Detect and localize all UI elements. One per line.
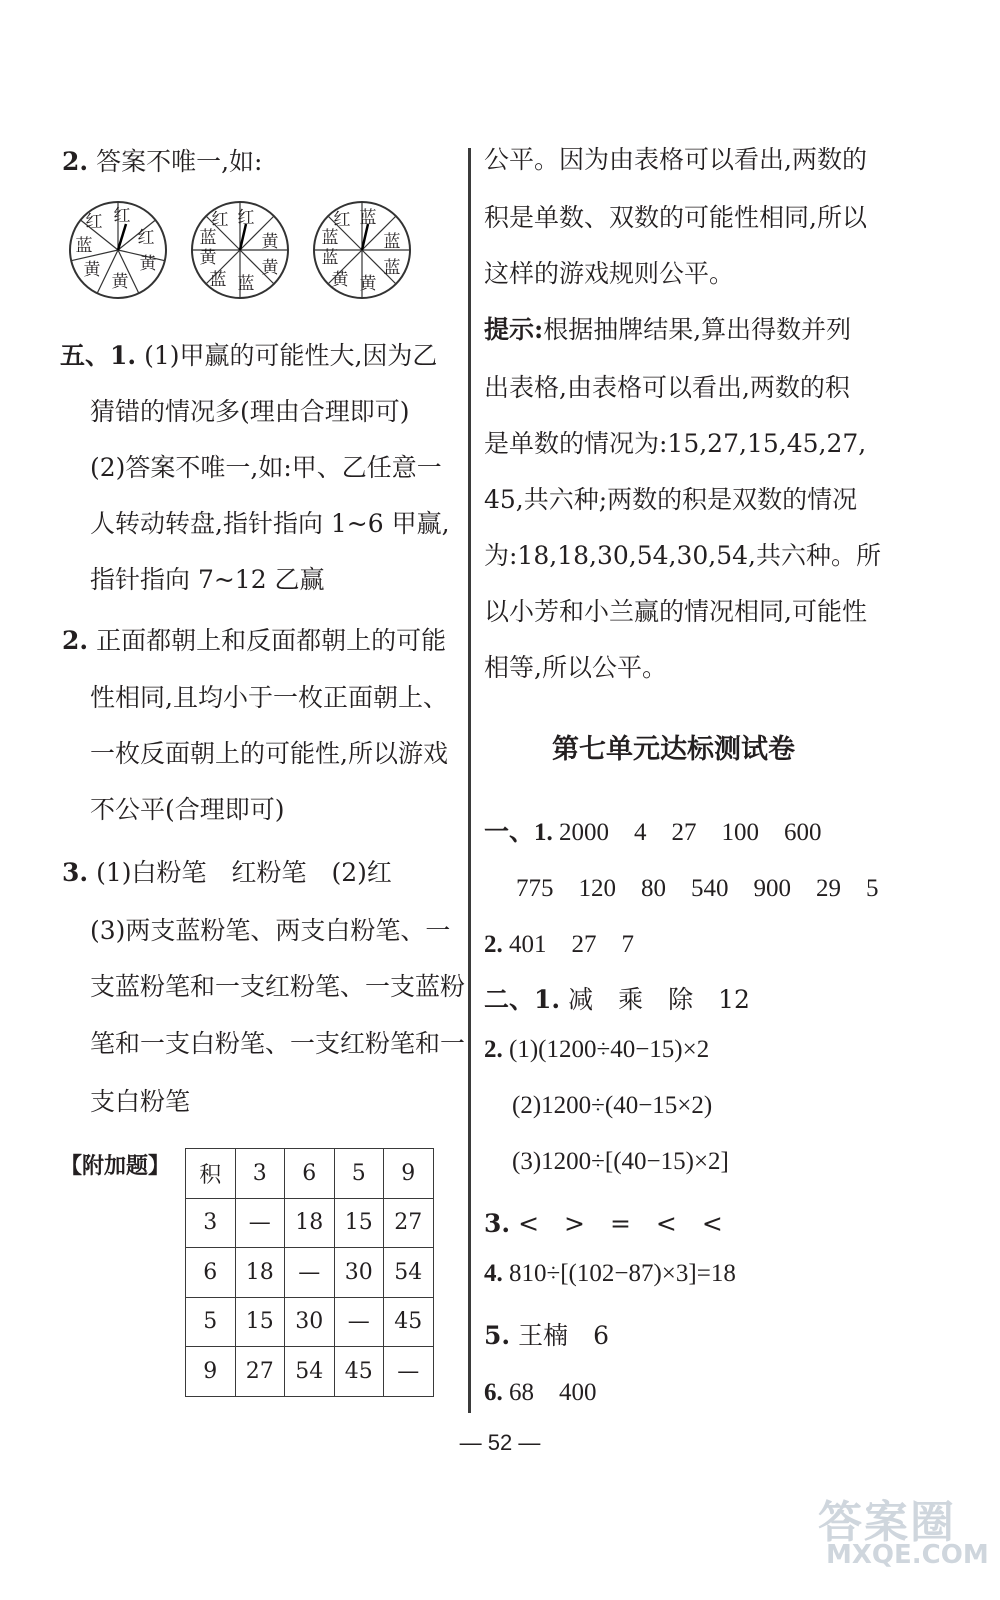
answer-line: (3)两支蓝粉笔、两支白粉笔、一 (90, 916, 451, 945)
spinner-diagrams (68, 200, 458, 302)
table-row (186, 1248, 434, 1298)
segment-label: 蓝 (321, 228, 339, 248)
answer-line: 不公平(合理即可) (90, 795, 285, 824)
question-number: 4. (484, 1260, 503, 1287)
table-cell: 45 (384, 1297, 434, 1347)
answer-line: 这样的游戏规则公平。 (484, 259, 735, 288)
answer-text: (1)甲赢的可能性大,因为乙 (144, 341, 438, 370)
segment-label: 红 (211, 210, 229, 230)
table-row (186, 1297, 434, 1347)
segment-label: 黄 (83, 260, 101, 280)
answer-line: (2)答案不唯一,如:甲、乙任意一 (90, 453, 442, 482)
table-cell: — (384, 1347, 434, 1397)
table-cell: 54 (285, 1347, 335, 1397)
answer-text: (1)(1200÷40−15)×2 (509, 1036, 710, 1063)
answer-text: 68 400 (509, 1379, 597, 1406)
table-row (186, 1149, 434, 1199)
segment-label: 蓝 (383, 258, 401, 278)
question-number: 一、1. (484, 819, 553, 846)
question-number: 3. (62, 858, 89, 887)
answer-line: 指针指向 7~12 乙赢 (90, 565, 325, 594)
table-row (186, 1347, 434, 1397)
table-cell: 45 (334, 1347, 384, 1397)
segment-label: 红 (237, 208, 255, 228)
answer-text: 401 27 7 (509, 931, 635, 958)
answer-text: 减 乘 除 12 (568, 985, 750, 1014)
hint-line: 45,共六种;两数的积是双数的情况 (484, 485, 858, 514)
column-divider (468, 148, 471, 1413)
answer-text: 王楠 6 (518, 1321, 609, 1350)
question-number: 2. (484, 931, 503, 958)
table-cell: 3 (186, 1198, 236, 1248)
section-2-q6 (484, 1372, 597, 1408)
table-cell: 3 (235, 1149, 285, 1199)
answer-text: 2000 4 27 100 600 (559, 819, 822, 846)
segment-label: 蓝 (321, 248, 339, 268)
table-cell: 30 (334, 1248, 384, 1298)
question-number: 6. (484, 1379, 503, 1406)
table-cell: 积 (186, 1149, 236, 1199)
segment-label: 蓝 (199, 228, 217, 248)
answer-line: 公平。因为由表格可以看出,两数的 (484, 145, 867, 174)
segment-label: 黄 (261, 258, 279, 278)
section-5-q2-line-1 (62, 621, 446, 657)
section-5-q1-line-1 (60, 336, 437, 372)
table-cell: 5 (334, 1149, 384, 1199)
table-cell: 54 (384, 1248, 434, 1298)
section-1-q1-line-1 (484, 812, 822, 848)
watermark-logo: 答案圈 (818, 1497, 956, 1548)
answer-text: < > = < < (518, 1209, 723, 1238)
segment-label: 黄 (359, 274, 377, 294)
table-cell: 15 (235, 1297, 285, 1347)
segment-label: 蓝 (237, 274, 255, 294)
table-cell: — (334, 1297, 384, 1347)
bonus-question-label: 【附加题】 (60, 1153, 171, 1179)
answer-line: (3)1200÷[(40−15)×2] (512, 1148, 729, 1175)
spinner-1 (68, 200, 168, 300)
table-cell: — (235, 1198, 285, 1248)
table-cell: 6 (285, 1149, 335, 1199)
segment-label: 红 (333, 210, 351, 230)
product-table (185, 1148, 434, 1397)
table-cell: 27 (384, 1198, 434, 1248)
segment-label: 蓝 (359, 208, 377, 228)
answer-line: 支白粉笔 (90, 1087, 191, 1116)
answer-line: 775 120 80 540 900 29 5 (516, 875, 879, 902)
table-cell: 9 (384, 1149, 434, 1199)
answer-line: (2)1200÷(40−15×2) (512, 1092, 713, 1119)
answer-line: 人转动转盘,指针指向 1~6 甲赢, (90, 509, 450, 538)
answer-text: 810÷[(102−87)×3]=18 (509, 1260, 736, 1287)
segment-label: 黄 (331, 270, 349, 290)
answer-line: 一枚反面朝上的可能性,所以游戏 (90, 739, 448, 768)
hint-line: 以小芳和小兰赢的情况相同,可能性 (484, 597, 867, 626)
table-cell: 9 (186, 1347, 236, 1397)
segment-label: 蓝 (209, 270, 227, 290)
section-2-q5 (484, 1316, 609, 1352)
page-number: — 52 — (459, 1430, 541, 1455)
unit-test-title: 第七单元达标测试卷 (552, 734, 795, 765)
table-cell: — (285, 1248, 335, 1298)
table-cell: 27 (235, 1347, 285, 1397)
section-2-q2-line-1 (484, 1036, 709, 1064)
answer-line: 积是单数、双数的可能性相同,所以 (484, 203, 867, 232)
watermark-url: MXQE.COM (826, 1540, 989, 1570)
spinner-2 (190, 200, 290, 300)
segment-label: 红 (113, 206, 131, 226)
section-2-q1 (484, 980, 750, 1016)
answer-text: (1)白粉笔 红粉笔 (2)红 (96, 858, 392, 887)
question-number: 五、1. (60, 341, 137, 370)
section-5-q3-line-1 (62, 853, 392, 889)
table-cell: 5 (186, 1297, 236, 1347)
question-number: 2. (484, 1036, 503, 1063)
question-number: 二、1. (484, 985, 561, 1014)
table-row (186, 1198, 434, 1248)
table-cell: 18 (235, 1248, 285, 1298)
answer-line: 猜错的情况多(理由合理即可) (90, 397, 410, 426)
spinner-3 (312, 200, 412, 300)
answer-line: 笔和一支白粉笔、一支红粉笔和一 (90, 1029, 466, 1058)
table-cell: 18 (285, 1198, 335, 1248)
answer-line: 性相同,且均小于一枚正面朝上、 (90, 683, 448, 712)
segment-label: 黄 (139, 254, 157, 274)
hint-line: 出表格,由表格可以看出,两数的积 (484, 373, 850, 402)
question-number: 3. (484, 1209, 511, 1238)
section-2-q3 (484, 1204, 723, 1240)
hint-line: 是单数的情况为:15,27,15,45,27, (484, 429, 867, 458)
segment-label: 红 (137, 228, 155, 248)
hint-label: 提示: (484, 315, 544, 344)
hint-text: 根据抽牌结果,算出得数并列 (543, 315, 852, 344)
section-1-q2 (484, 924, 634, 960)
hint-line: 为:18,18,30,54,30,54,共六种。所 (484, 541, 881, 570)
segment-label: 红 (85, 212, 103, 232)
segment-label: 蓝 (75, 236, 93, 256)
segment-label: 蓝 (383, 232, 401, 252)
answer-text: 正面都朝上和反面都朝上的可能 (96, 626, 447, 655)
question-number: 2. (62, 147, 89, 176)
hint-line: 相等,所以公平。 (484, 653, 667, 682)
table-cell: 30 (285, 1297, 335, 1347)
table-cell: 6 (186, 1248, 236, 1298)
segment-label: 黄 (199, 248, 217, 268)
section-2-q4 (484, 1260, 736, 1288)
segment-label: 黄 (261, 232, 279, 252)
question-number: 5. (484, 1321, 511, 1350)
segment-label: 黄 (111, 272, 129, 292)
question-number: 2. (62, 626, 89, 655)
answer-line: 支蓝粉笔和一支红粉笔、一支蓝粉 (90, 972, 466, 1001)
question-text: 答案不唯一,如: (96, 147, 263, 176)
question-2-line (62, 142, 262, 178)
hint-line-1 (484, 310, 851, 346)
table-cell: 15 (334, 1198, 384, 1248)
